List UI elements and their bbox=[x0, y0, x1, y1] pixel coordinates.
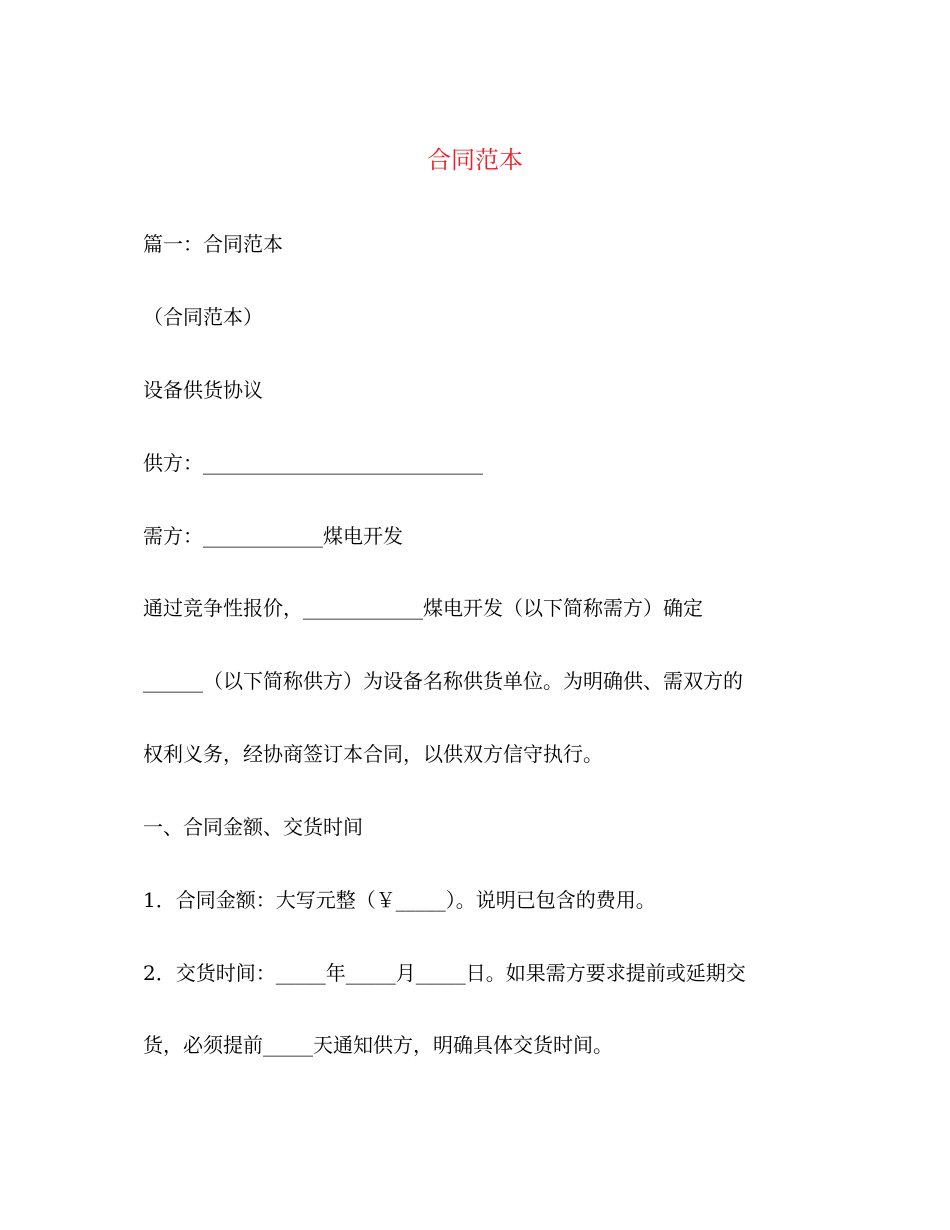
clause-item: 2．交货时间：_____年_____月_____日。如果需方要求提前或延期交 bbox=[143, 961, 746, 985]
contract-subtitle: （合同范本） bbox=[143, 305, 263, 329]
section-heading: 篇一：合同范本 bbox=[143, 232, 283, 256]
paragraph-line: 通过竞争性报价，____________煤电开发（以下简称需方）确定 bbox=[143, 596, 703, 620]
document-title: 合同范本 bbox=[427, 146, 523, 174]
clause-item: 1．合同金额：大写元整（￥_____）。说明已包含的费用。 bbox=[143, 888, 656, 912]
paragraph-line: 权利义务，经协商签订本合同，以供双方信守执行。 bbox=[143, 742, 603, 766]
clause-heading: 一、合同金额、交货时间 bbox=[143, 815, 363, 839]
supplier-line: 供方：____________________________ bbox=[143, 451, 483, 475]
buyer-line: 需方：____________煤电开发 bbox=[143, 524, 403, 548]
clause-item-continued: 货，必须提前_____天通知供方，明确具体交货时间。 bbox=[143, 1033, 613, 1057]
paragraph-line: ______（以下简称供方）为设备名称供货单位。为明确供、需双方的 bbox=[143, 669, 743, 693]
agreement-name: 设备供货协议 bbox=[143, 378, 263, 402]
